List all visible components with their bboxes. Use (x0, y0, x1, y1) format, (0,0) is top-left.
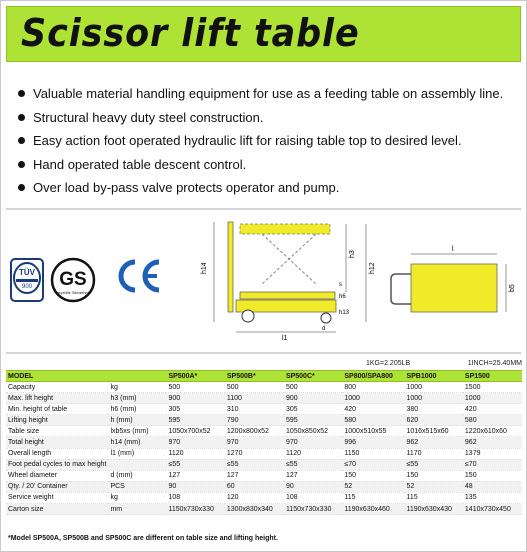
table-cell: 500 (284, 382, 342, 393)
bullet-icon (18, 90, 25, 97)
row-unit: mm (108, 504, 166, 515)
table-cell: 60 (225, 481, 284, 492)
header-cell: SPB1000 (404, 371, 462, 382)
row-unit: PCS (108, 481, 166, 492)
table-cell: 970 (225, 437, 284, 448)
footnote: *Model SP500A, SP500B and SP500C are different on table size and lifting height. (8, 535, 278, 542)
table-cell: 127 (225, 470, 284, 481)
table-cell: 310 (225, 404, 284, 415)
table-cell: 1000x510x55 (342, 426, 404, 437)
dim-h3: h3 (349, 250, 356, 258)
table-cell: 900 (166, 393, 224, 404)
divider (6, 208, 521, 210)
page-title: Scissor lift table (21, 11, 360, 55)
feature-item (18, 82, 523, 106)
table-cell: 1220x610x60 (463, 426, 522, 437)
feature-text: Structural heavy duty steel construction. (33, 109, 264, 125)
row-label: Carton size (6, 504, 108, 515)
dim-h6: h6 (339, 294, 346, 300)
table-cell: 120 (225, 492, 284, 503)
lift-table-diagram (196, 214, 526, 352)
bullet-icon (18, 114, 25, 121)
table-cell: 790 (225, 415, 284, 426)
feature-text: Valuable material handling equipment for use as a feeding table on assembly line. (33, 86, 504, 102)
inch-conversion: 1INCH=25.40MM (467, 360, 522, 367)
dim-b5: b5 (509, 284, 516, 292)
table-cell: 420 (342, 404, 404, 415)
table-cell: 1200x800x52 (225, 426, 284, 437)
tuv-code: 900 (21, 284, 33, 290)
header-cell: SP1500 (463, 371, 522, 382)
table-cell: 620 (404, 415, 462, 426)
table-cell: 135 (463, 492, 522, 503)
table-cell: 1000 (342, 393, 404, 404)
table-cell: 1050x700x52 (166, 426, 224, 437)
table-row (6, 415, 522, 426)
table-cell: 996 (342, 437, 404, 448)
table-cell: 580 (463, 415, 522, 426)
feature-text: Easy action foot operated hydraulic lift for raising table top to desired level. (33, 133, 462, 149)
table-cell: 380 (404, 404, 462, 415)
row-label: Total height (6, 437, 108, 448)
row-label: Qty. / 20' Container (6, 481, 108, 492)
table-cell: 500 (225, 382, 284, 393)
row-label: Capacity (6, 382, 108, 393)
kg-conversion: 1KG=2.205LB (366, 360, 411, 367)
header-cell: SP500C* (284, 371, 342, 382)
table-cell: 90 (284, 481, 342, 492)
title-banner (6, 6, 521, 62)
table-cell: 1120 (284, 448, 342, 459)
table-cell: 1016x515x60 (404, 426, 462, 437)
row-label: Max. lift height (6, 393, 108, 404)
dim-h13: h13 (339, 310, 350, 316)
feature-item (18, 129, 523, 153)
table-cell: 1000 (404, 382, 462, 393)
row-unit: h3 (mm) (108, 393, 166, 404)
table-cell: 1120 (166, 448, 224, 459)
row-label: Service weight (6, 492, 108, 503)
spec-table (6, 370, 522, 515)
table-cell: 108 (284, 492, 342, 503)
table-row (6, 481, 522, 492)
table-cell: 115 (404, 492, 462, 503)
table-cell: 1150x730x330 (284, 504, 342, 515)
table-cell: 1150x730x330 (166, 504, 224, 515)
gs-logo-icon (50, 257, 96, 303)
row-unit: h6 (mm) (108, 404, 166, 415)
table-cell: 108 (166, 492, 224, 503)
table-row (6, 448, 522, 459)
ce-mark-icon (115, 258, 163, 294)
table-cell: 127 (284, 470, 342, 481)
tuv-logo-icon (10, 258, 44, 302)
row-label: Wheel diameter (6, 470, 108, 481)
table-cell: 1000 (404, 393, 462, 404)
table-cell: 970 (284, 437, 342, 448)
table-cell: 1410x730x450 (463, 504, 522, 515)
row-unit: h (mm) (108, 415, 166, 426)
header-cell: MODEL (6, 371, 108, 382)
bullet-icon (18, 137, 25, 144)
row-unit: d (mm) (108, 470, 166, 481)
table-cell: 305 (284, 404, 342, 415)
table-row (6, 470, 522, 481)
table-cell: 580 (342, 415, 404, 426)
row-label: Foot pedal cycles to max height (6, 459, 108, 470)
table-header-row (6, 371, 522, 382)
dim-d: d (322, 326, 326, 332)
table-row (6, 492, 522, 503)
table-cell: 900 (284, 393, 342, 404)
table-cell: ≤55 (404, 459, 462, 470)
dim-l1: l1 (282, 335, 288, 342)
table-cell: ≤55 (225, 459, 284, 470)
bullet-icon (18, 184, 25, 191)
tuv-text: TÜV (19, 268, 35, 277)
divider (6, 352, 521, 354)
table-cell: 1270 (225, 448, 284, 459)
table-cell: 52 (342, 481, 404, 492)
unit-conversions (366, 360, 522, 367)
table-cell: 150 (404, 470, 462, 481)
table-cell: 127 (166, 470, 224, 481)
table-cell: 1300x830x340 (225, 504, 284, 515)
table-cell: 962 (404, 437, 462, 448)
gs-text: GS (59, 269, 87, 290)
header-cell: SP800/SPA800 (342, 371, 404, 382)
table-row (6, 426, 522, 437)
table-cell: 500 (166, 382, 224, 393)
table-cell: 1150 (342, 448, 404, 459)
row-unit: lxb5xs (mm) (108, 426, 166, 437)
row-unit: kg (108, 492, 166, 503)
table-cell: 1050x850x52 (284, 426, 342, 437)
dim-h14: h14 (201, 262, 208, 274)
row-unit: l1 (mm) (108, 448, 166, 459)
bullet-icon (18, 161, 25, 168)
spec-table-body (6, 382, 522, 515)
table-cell: 1000 (463, 393, 522, 404)
table-cell: 970 (166, 437, 224, 448)
table-row (6, 404, 522, 415)
feature-list (18, 82, 523, 200)
feature-text: Over load by-pass valve protects operator and pump. (33, 180, 340, 196)
table-cell: 1170 (404, 448, 462, 459)
header-cell: SP500A* (166, 371, 224, 382)
table-cell: 1100 (225, 393, 284, 404)
table-cell: ≤70 (463, 459, 522, 470)
table-cell: 1379 (463, 448, 522, 459)
dim-s: s (339, 282, 342, 288)
table-cell: 595 (284, 415, 342, 426)
table-cell: 90 (166, 481, 224, 492)
header-cell: SP500B* (225, 371, 284, 382)
table-row (6, 393, 522, 404)
dim-l: l (452, 246, 454, 253)
feature-item (18, 106, 523, 130)
table-cell: ≤55 (166, 459, 224, 470)
table-cell: 48 (463, 481, 522, 492)
table-row (6, 437, 522, 448)
table-cell: 115 (342, 492, 404, 503)
table-cell: 800 (342, 382, 404, 393)
row-label: Lifting height (6, 415, 108, 426)
table-cell: ≤55 (284, 459, 342, 470)
table-row (6, 504, 522, 515)
row-label: Overall length (6, 448, 108, 459)
table-cell: 150 (342, 470, 404, 481)
row-label: Table size (6, 426, 108, 437)
row-label: Min. height of table (6, 404, 108, 415)
table-cell: 962 (463, 437, 522, 448)
dim-h12: h12 (369, 262, 376, 274)
table-cell: 52 (404, 481, 462, 492)
table-cell: ≤70 (342, 459, 404, 470)
table-cell: 1500 (463, 382, 522, 393)
header-cell (108, 371, 166, 382)
table-cell: 150 (463, 470, 522, 481)
table-row (6, 459, 522, 470)
table-cell: 1190x630x460 (342, 504, 404, 515)
row-unit (108, 459, 166, 470)
table-cell: 1190x630x430 (404, 504, 462, 515)
feature-text: Hand operated table descent control. (33, 156, 247, 172)
table-cell: 595 (166, 415, 224, 426)
table-cell: 305 (166, 404, 224, 415)
feature-item (18, 153, 523, 177)
table-cell: 420 (463, 404, 522, 415)
gs-subtext: geprüfte Sicherheit (56, 290, 90, 295)
table-row (6, 382, 522, 393)
row-unit: h14 (mm) (108, 437, 166, 448)
row-unit: kg (108, 382, 166, 393)
feature-item (18, 176, 523, 200)
